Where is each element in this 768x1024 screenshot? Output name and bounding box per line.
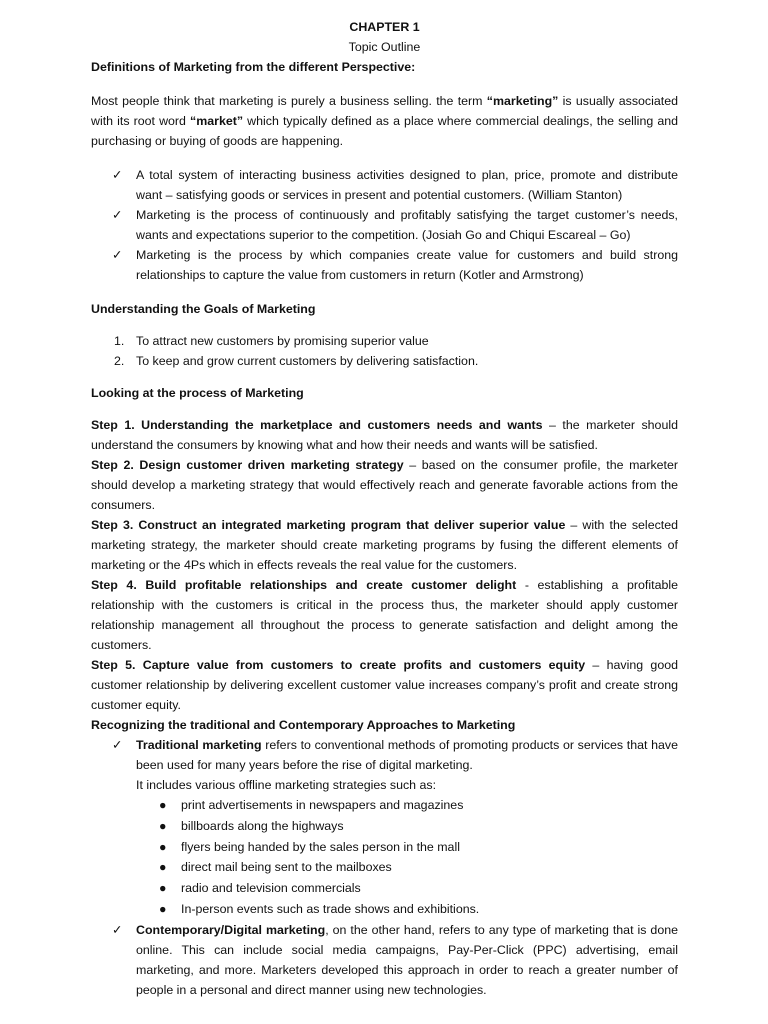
list-item: ● flyers being handed by the sales person in the mall [181,837,678,858]
bullet-icon: ● [159,901,167,916]
step-paragraph: Step 5. Capture value from customers to create profits and customers equity – having good customer relationship by delivering excellent customer value increases company’s profit and create strong customer equity. [91,658,678,712]
bullet-icon: ● [159,860,167,875]
topic-outline: Topic Outline [348,40,421,54]
bullet-icon: ● [159,839,167,854]
process-heading: Looking at the process of Marketing [91,386,304,400]
list-item: ● In-person events such as trade shows and exhibitions. [181,899,678,920]
list-item: ● print advertisements in newspapers and magazines [181,795,678,816]
list-item: ✓ Traditional marketing refers to conventional methods of promoting products or services that have been used for many years before the rise of digital marketing. It includes various offline marketing strategies such as: ● print advertisements in newspapers and magazines ● billboards along the highways ● flyers being handed by the sales person in the mall ● direct mail being sent to the mailboxes ● radio and television commercials ● In-person events such as trade shows and exhibitions. [136,735,678,920]
checkmark-icon: ✓ [112,248,123,262]
checkmark-icon: ✓ [112,738,123,752]
list-item: ✓ Contemporary/Digital marketing, on the other hand, refers to any type of marketing that is done online. This can include social media campaigns, Pay-Per-Click (PPC) advertising, email marketing, and more. Marketers developed this approach in order to reach a greater number of people in a personal and direct manner using new technologies. [136,920,678,1000]
approaches-list [91,735,678,1000]
bullet-icon: ● [159,818,167,833]
list-item: 2. To keep and grow current customers by delivering satisfaction. [114,354,479,368]
checkmark-icon: ✓ [112,922,123,937]
step-paragraph: Step 4. Build profitable relationships and create customer delight - establishing a profitable relationship with the customers is critical in the process thus, the marketer should apply customer relationship management all throughout the process to generate satisfaction and delight among the customers. [91,578,678,652]
bullet-icon: ● [159,881,167,896]
checkmark-icon: ✓ [112,168,123,182]
list-item: ● direct mail being sent to the mailboxes [181,857,678,878]
approaches-heading: Recognizing the traditional and Contemporary Approaches to Marketing [91,718,516,732]
list-item: ✓ A total system of interacting business activities designed to plan, price, promote and distribute want – satisfying goods or services in present and potential customers. (William Stanton) [136,165,678,205]
definitions-list [91,165,678,285]
step-paragraph: Step 1. Understanding the marketplace and customers needs and wants – the marketer should understand the consumers by knowing what and how their needs and wants will be satisfied. [91,418,678,452]
bullet-icon: ● [159,798,167,812]
includes-text: It includes various offline marketing strategies such as: [136,778,437,792]
chapter-title: CHAPTER 1 [349,20,420,34]
list-item: 1. To attract new customers by promising superior value [114,334,429,348]
step-paragraph: Step 2. Design customer driven marketing strategy – based on the consumer profile, the marketer should develop a marketing strategy that would effectively reach and generate favorable actions from the consumers. [91,458,678,512]
offline-strategies-list [136,795,678,920]
goals-list [91,331,678,371]
goals-heading: Understanding the Goals of Marketing [91,302,316,316]
list-item: ● radio and television commercials [181,878,678,899]
intro-paragraph: Most people think that marketing is purely a business selling. the term “marketing” is usually associated with its root word “market” which typically defined as a place where commercial dealings, the selling and purchasing or buying of goods are happening. [91,94,678,148]
checkmark-icon: ✓ [112,208,123,222]
list-item: ● billboards along the highways [181,816,678,837]
definitions-heading: Definitions of Marketing from the different Perspective: [91,60,416,74]
list-item: ✓ Marketing is the process by which companies create value for customers and build strong relationships to capture the value from customers in return (Kotler and Armstrong) [136,245,678,285]
step-paragraph: Step 3. Construct an integrated marketing program that deliver superior value – with the selected marketing strategy, the marketer should create marketing programs by fusing the different elements of marketing or the 4Ps which in effects reveals the real value for the customers. [91,518,678,572]
list-item: ✓ Marketing is the process of continuously and profitably satisfying the target customer’s needs, wants and expectations superior to the competition. (Josiah Go and Chiqui Escareal – Go) [136,205,678,245]
